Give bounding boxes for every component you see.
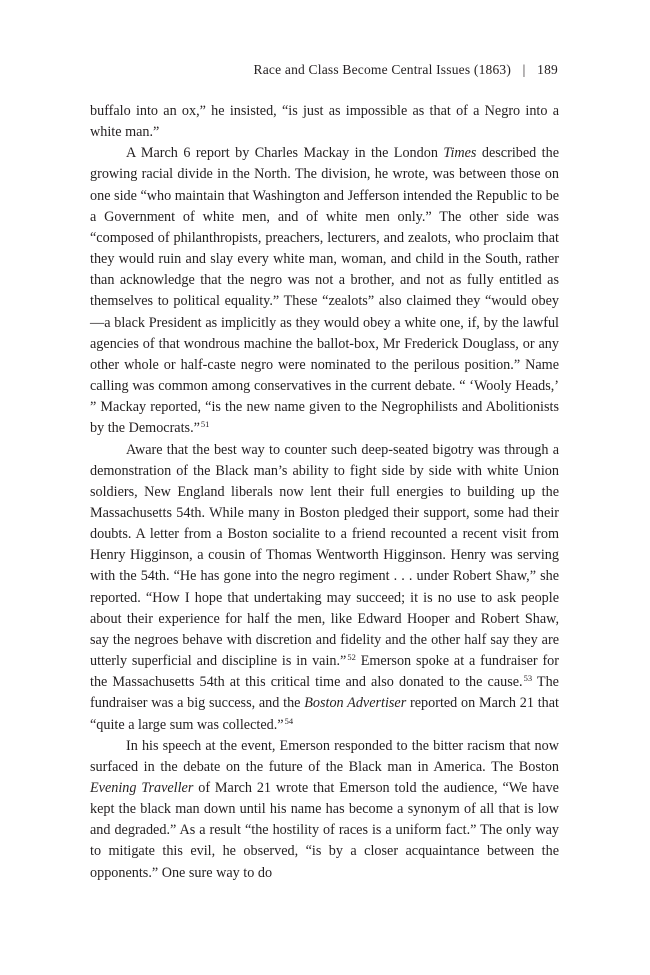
publication-title: Evening Traveller — [90, 780, 194, 796]
running-head — [254, 62, 558, 78]
footnote-marker: 52 — [347, 652, 356, 663]
text-run: The fundraiser was a big success, and the — [90, 674, 559, 712]
text-run: In his speech at the event, Emerson responded to the bitter racism that now surfaced in the debate on the future of the Black man in America. The Boston — [90, 737, 559, 775]
paragraph — [90, 101, 559, 143]
paragraph — [90, 143, 559, 439]
footnote-marker: 54 — [284, 715, 294, 726]
publication-title: Boston Advertiser — [304, 695, 407, 712]
footnote-marker: 53 — [523, 673, 533, 684]
text-run: Emerson spoke at a fundraiser for the Massachusetts 54th at this critical time and also donated to the cause. — [90, 653, 560, 691]
chapter-title: Race and Class Become Central Issues (1863) — [253, 62, 512, 77]
paragraph — [90, 736, 559, 884]
header-separator: | — [522, 62, 526, 77]
publication-title: Times — [443, 145, 477, 162]
text-run: Aware that the best way to counter such deep-seated bigotry was through a demonstration of the Black man’s ability to fight side by side with white Union soldiers, New England liberals now lent their full energies to building up the Massachusetts 54th. While many in Boston pledged their support, some had their doubts. A letter from a Boston socialite to a friend recounted a recent visit from Henry Higginson, a cousin of Thomas Wentworth Higginson. Henry was serving with the 54th. “He has gone into the negro regiment . . . under Robert Shaw,” she reported. “How I hope that undertaking may succeed; it is no use to ask people about their experience for half the men, like Edward Hooper and Robert Shaw, say the negroes behave with discretion and fidelity and the other half say they are utterly superficial and discipline is in vain.” — [90, 441, 559, 670]
text-run: buffalo into an ox,” he insisted, “is just as impossible as that of a Negro into a white man.” — [90, 103, 559, 141]
body-text — [90, 101, 559, 884]
text-run: reported on March 21 that “quite a large sum was collected.” — [90, 695, 559, 733]
footnote-marker: 51 — [200, 419, 210, 430]
text-run: A March 6 report by Charles Mackay in the London — [126, 145, 444, 162]
page-number: 189 — [537, 62, 558, 77]
text-run: described the growing racial divide in the North. The division, he wrote, was between those on one side “who maintain that Washington and Jefferson intended the Republic to be a Government of white men, and of white men only.” The other side was “composed of philanthropists, preachers, lecturers, and zealots, who proclaim that they would ruin and slay every white man, woman, and child in the South, rather than acknowledge that the negro was not a brother, and not as fully entitled as themselves to political equality.” These “zealots” also claimed they “would obey—a black President as implicitly as they would obey a white one, if, by the lawful agencies of that wondrous machine the ballot-box, Mr Frederick Douglass, or any other whole or half-caste negro were nominated to the perilous position.” Name calling was common among conservatives in the current debate. “ ‘Wooly Heads,’ ” Mackay reported, “is the new name given to the Negrophilists and Abolitionists by the Democrats.” — [90, 145, 559, 437]
paragraph — [90, 440, 559, 736]
text-run: of March 21 wrote that Emerson told the audience, “We have kept the black man down until his name has become a synonym of all that is low and degraded.” As a result “the hostility of races is a uniform fact.” The only way to mitigate this evil, he observed, “is by a closer acquaintance between the opponents.” One sure way to do — [90, 780, 559, 881]
